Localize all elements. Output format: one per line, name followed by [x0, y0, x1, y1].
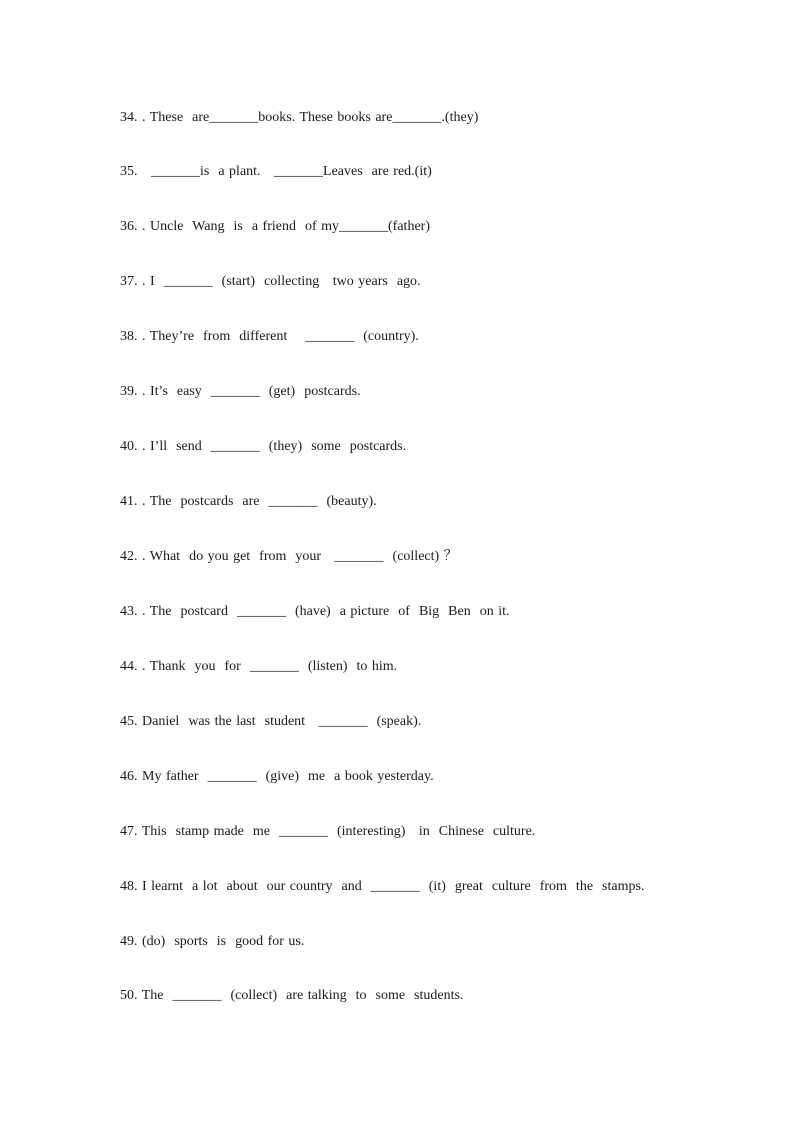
- question-number: 36.: [120, 219, 138, 234]
- question-number: 44.: [120, 659, 138, 674]
- question-46: [120, 767, 434, 787]
- question-number: 46.: [120, 769, 138, 784]
- question-number: 48.: [120, 879, 138, 894]
- question-number: 34.: [120, 110, 138, 125]
- question-number: 38.: [120, 329, 138, 344]
- question-37: [120, 272, 421, 292]
- question-text: _______is a plant. _______Leaves are red.(it): [137, 164, 432, 179]
- question-text: . Uncle Wang is a friend of my_______(father): [137, 219, 430, 234]
- question-number: 47.: [120, 824, 138, 839]
- question-34: [120, 108, 478, 128]
- question-36: [120, 217, 430, 237]
- question-48: [120, 877, 644, 897]
- question-text: . The postcard _______ (have) a picture of Big Ben on it.: [137, 604, 510, 619]
- question-text: . Thank you for _______ (listen) to him.: [137, 659, 398, 674]
- question-44: [120, 657, 397, 677]
- question-45: [120, 712, 421, 732]
- question-number: 42.: [120, 549, 138, 564]
- question-text: . It’s easy _______ (get) postcards.: [137, 384, 361, 399]
- question-text: . I’ll send _______ (they) some postcards.: [137, 439, 407, 454]
- question-number: 49.: [120, 934, 138, 949]
- question-39: [120, 382, 361, 402]
- question-text: This stamp made me _______ (interesting) in Chinese culture.: [137, 824, 536, 839]
- question-number: 35.: [120, 164, 138, 179]
- question-text: . I _______ (start) collecting two years ago.: [137, 274, 421, 289]
- question-text: . These are_______books. These books are_______.(they): [137, 110, 479, 125]
- question-text: Daniel was the last student _______ (speak).: [137, 714, 422, 729]
- question-50: [120, 986, 463, 1006]
- question-38: [120, 327, 419, 347]
- question-42: [120, 547, 458, 567]
- question-number: 45.: [120, 714, 138, 729]
- question-43: [120, 602, 510, 622]
- question-number: 40.: [120, 439, 138, 454]
- question-number: 41.: [120, 494, 138, 509]
- question-40: [120, 437, 406, 457]
- question-number: 43.: [120, 604, 138, 619]
- question-text: . What do you get from your _______ (collect) ？: [137, 549, 458, 564]
- question-text: My father _______ (give) me a book yesterday.: [137, 769, 434, 784]
- question-47: [120, 822, 535, 842]
- question-41: [120, 492, 377, 512]
- question-text: . They’re from different _______ (country).: [137, 329, 419, 344]
- question-35: [120, 162, 432, 182]
- question-text: . The postcards are _______ (beauty).: [137, 494, 377, 509]
- question-text: (do) sports is good for us.: [137, 934, 305, 949]
- question-number: 37.: [120, 274, 138, 289]
- question-49: [120, 932, 304, 952]
- question-text: The _______ (collect) are talking to some students.: [137, 988, 464, 1003]
- question-number: 39.: [120, 384, 138, 399]
- question-number: 50.: [120, 988, 138, 1003]
- question-text: I learnt a lot about our country and _______ (it) great culture from the stamps.: [137, 879, 645, 894]
